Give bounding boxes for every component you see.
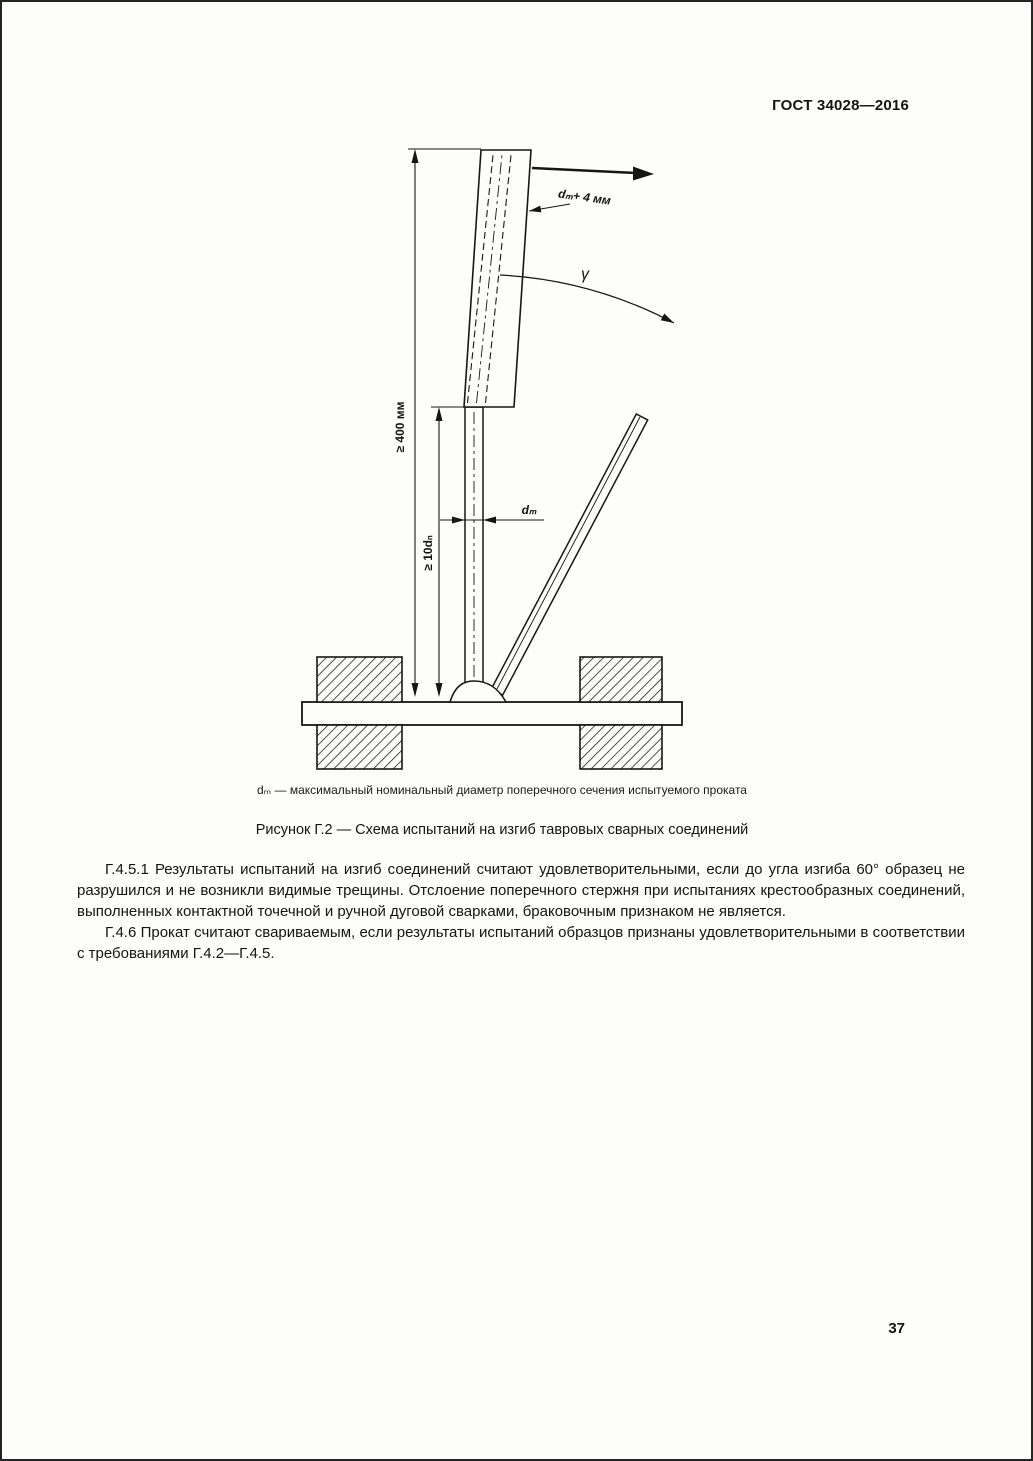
dimension-10d	[421, 407, 465, 697]
hatch-block	[317, 725, 402, 769]
dimension-dm-label: dₘ	[521, 503, 537, 517]
hatch-block	[580, 725, 662, 769]
standard-code: ГОСТ 34028—2016	[772, 97, 909, 114]
body-text	[77, 859, 965, 964]
figure-legend: dₘ — максимальный номинальный диаметр поперечного сечения испытуемого проката	[257, 783, 747, 797]
paragraph-g46: Г.4.6 Прокат считают свариваемым, если результаты испытаний образцов признаны удовлетворительными в соответствии с требованиями Г.4.2—Г.4.5.	[77, 924, 965, 962]
paragraph-g451: Г.4.5.1 Результаты испытаний на изгиб соединений считают удовлетворительными, если до угла изгиба 60° образец не разрушился и не возникли видимые трещины. Отслоение поперечного стержня при испытаниях крестообразных соединений, выполненных контактной точечной и ручной дуговой сварками, браковочным признаком не является.	[77, 861, 965, 920]
figure-caption: Рисунок Г.2 — Схема испытаний на изгиб тавровых сварных соединений	[255, 822, 749, 838]
tube-clearance-callout	[529, 186, 612, 212]
angle-gamma-label: γ	[581, 266, 589, 283]
support-plate	[302, 702, 682, 725]
dimension-400-label: ≥ 400 мм	[393, 401, 407, 453]
dimension-dm	[440, 503, 544, 524]
force-arrow	[532, 167, 654, 181]
bending-tube	[464, 150, 531, 407]
bending-lever	[491, 414, 647, 695]
hatch-block	[317, 657, 402, 702]
page-number: 37	[888, 1320, 905, 1337]
hatch-block	[580, 657, 662, 702]
dimension-10d-label: ≥ 10dₙ	[421, 535, 435, 571]
angle-arc	[500, 266, 674, 323]
tube-clearance-label: dₘ+ 4 мм	[557, 186, 612, 208]
bend-test-diagram	[282, 137, 702, 782]
